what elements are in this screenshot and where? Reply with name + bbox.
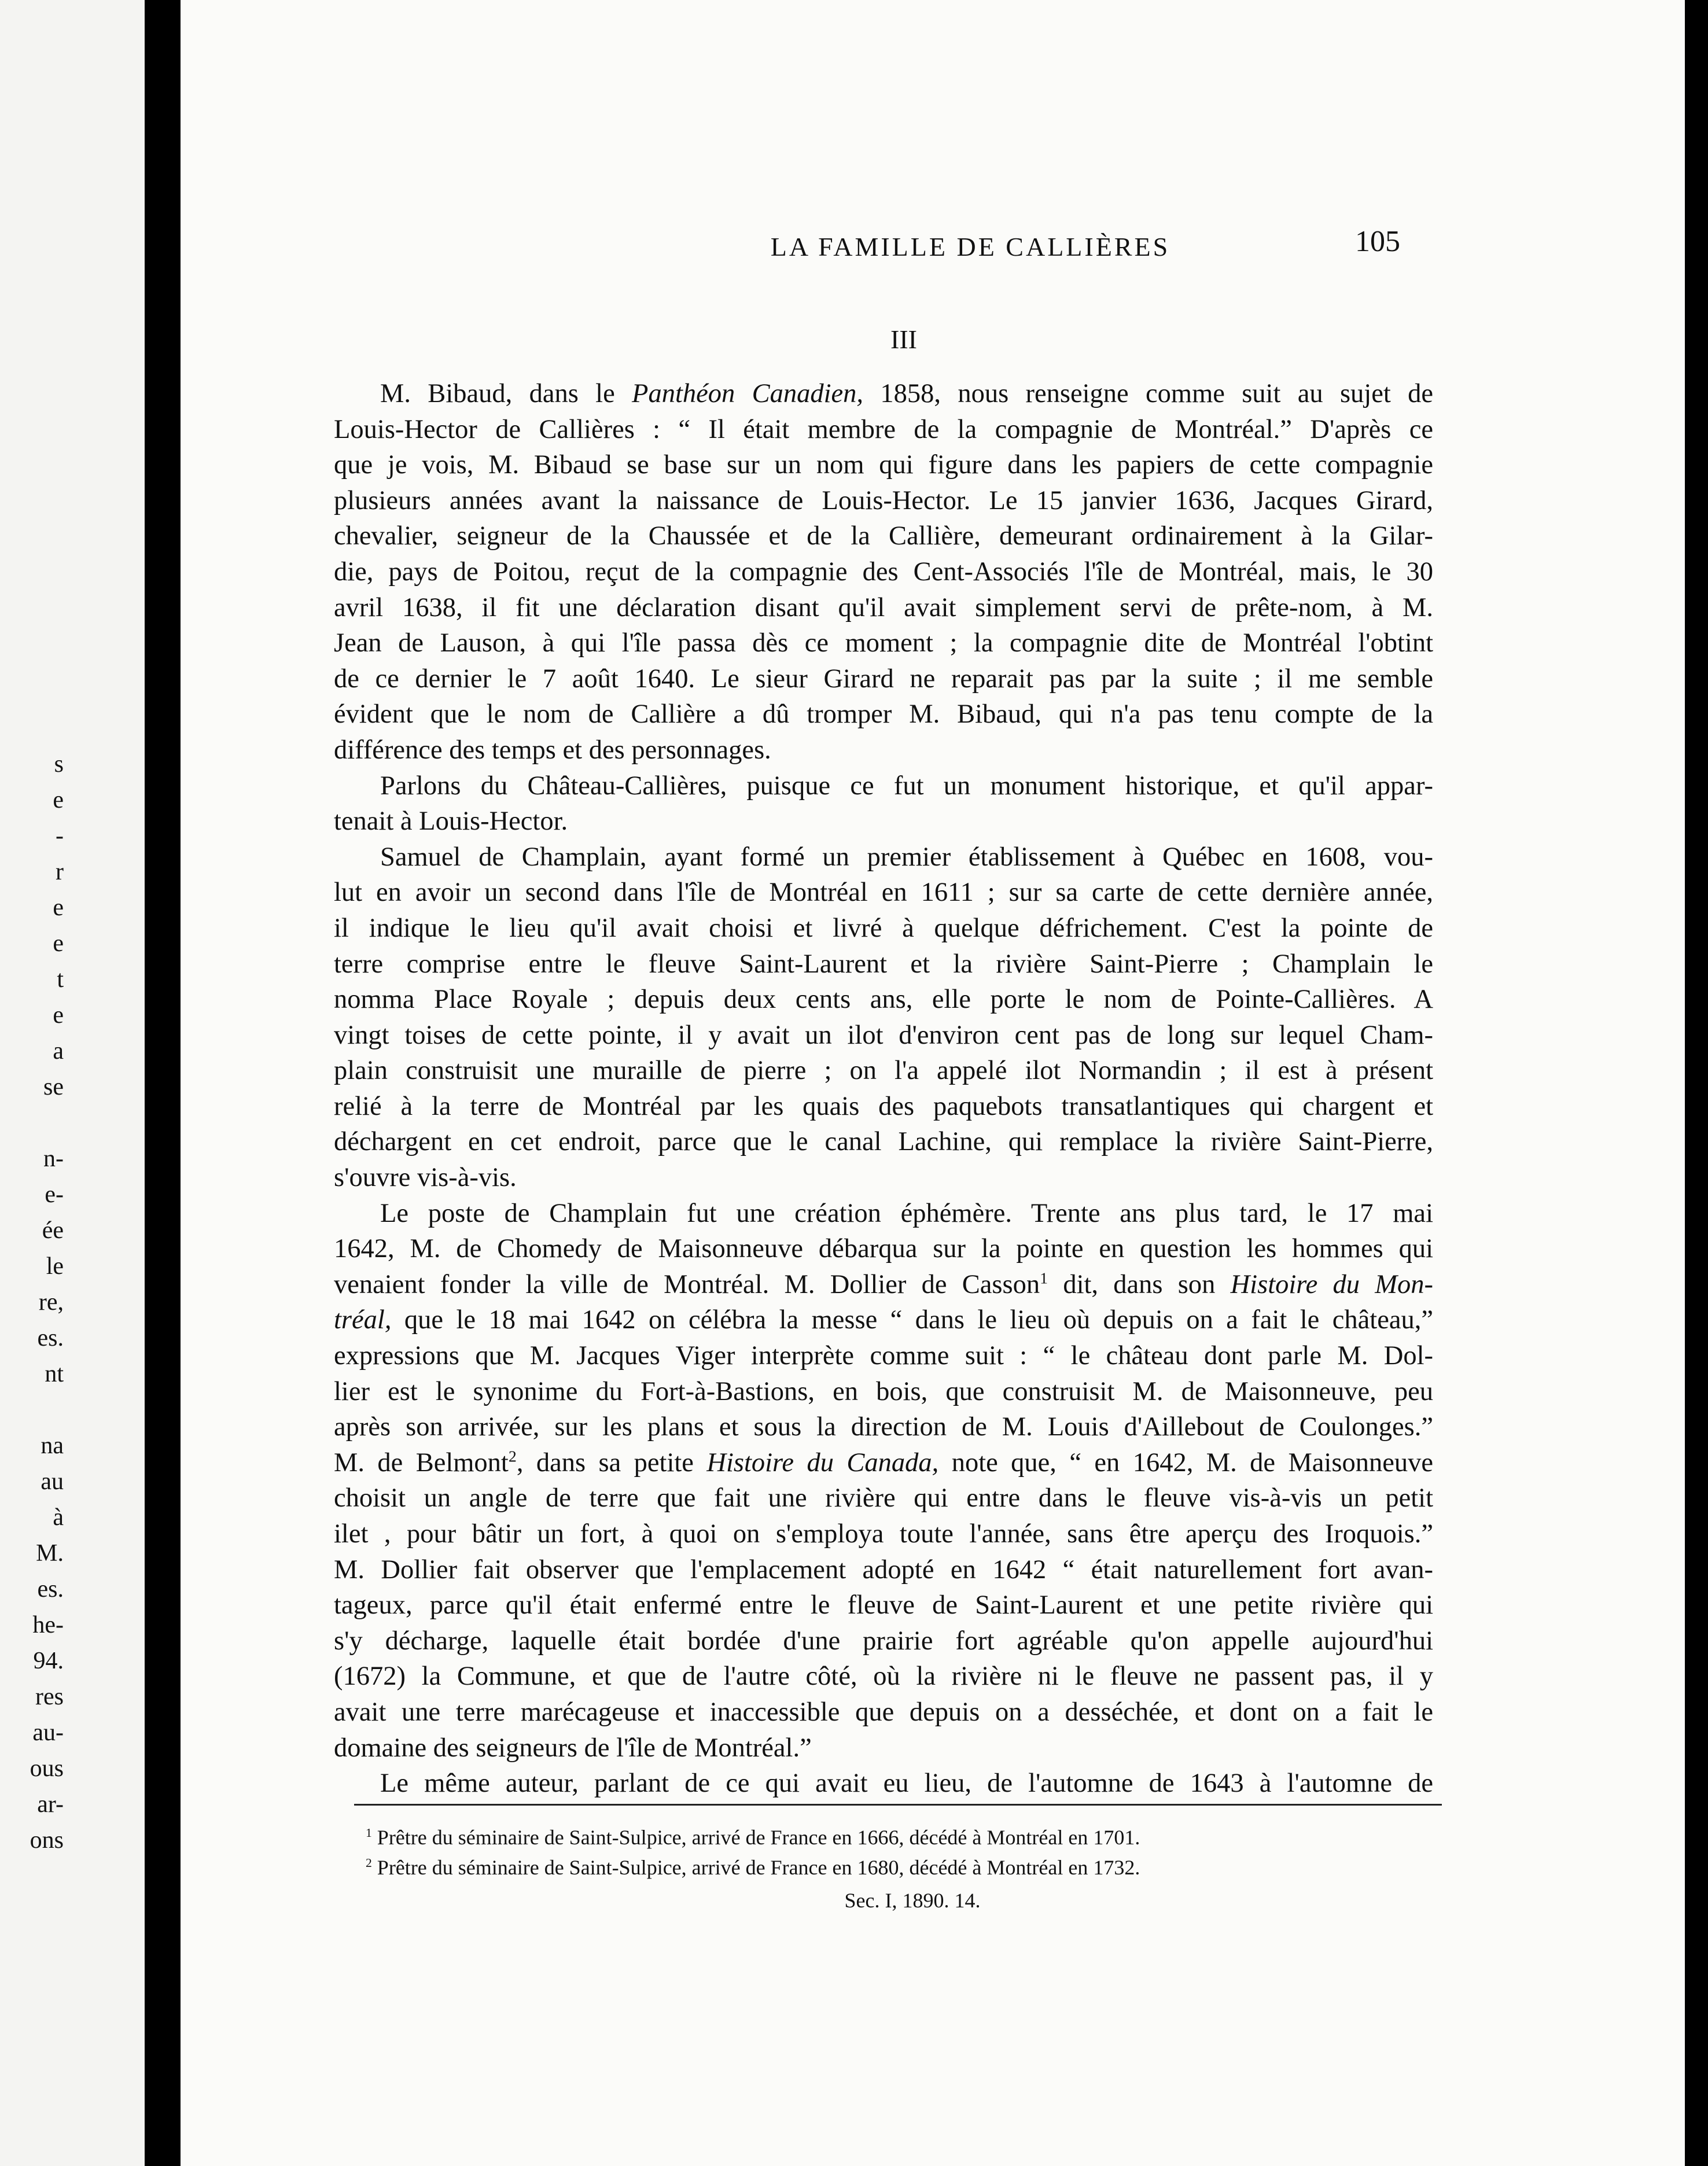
margin-line: es. xyxy=(37,1576,64,1603)
running-title: LA FAMILLE DE CALLIÈRES xyxy=(770,232,1170,261)
text-line: avait une terre marécageuse et inaccessible que depuis on a desséchée, et dont on a fait le xyxy=(334,1697,1433,1727)
margin-line: ée xyxy=(42,1217,64,1244)
margin-line: au- xyxy=(32,1719,64,1746)
text-line: de ce dernier le 7 août 1640. Le sieur Girard ne reparait pas par la suite ; il me semble xyxy=(334,664,1433,694)
body-text xyxy=(334,376,1433,1802)
margin-line: res xyxy=(35,1684,64,1710)
margin-line: ons xyxy=(30,1827,64,1854)
margin-line: se xyxy=(43,1074,64,1100)
signature-mark: Sec. I, 1890. 14. xyxy=(844,1889,981,1912)
footnote-ref-1: 1 xyxy=(1040,1269,1048,1288)
text-line: évident que le nom de Callière a dû tromper M. Bibaud, qui n'a pas tenu compte de la xyxy=(334,699,1433,730)
section-heading: III xyxy=(890,325,917,354)
text-line: domaine des seigneurs de l'île de Montréal.” xyxy=(334,1733,812,1763)
margin-line: n- xyxy=(43,1145,64,1172)
footnote-ref-2: 2 xyxy=(508,1447,517,1466)
text-line: venaient fonder la ville de Montréal. M. Dollier de Casson$^1$ dit, dans son Histoire du Mon- xyxy=(334,1269,1433,1299)
text-line: (1672) la Commune, et que de l'autre côté, où la rivière ni le fleuve ne passent pas, il y xyxy=(334,1662,1433,1692)
text-line: M. Dollier fait observer que l'emplacement adopté en 1642 “ était naturellement fort avan- xyxy=(334,1554,1433,1585)
text-line: relié à la terre de Montréal par les quais des paquebots transatlantiques qui chargent et xyxy=(334,1091,1433,1121)
text-line: lut en avoir un second dans l'île de Montréal en 1611 ; sur sa carte de cette dernière année, xyxy=(334,878,1433,908)
text-line: die, pays de Poitou, reçut de la compagnie des Cent-Associés l'île de Montréal, mais, le 30 xyxy=(334,557,1433,587)
text-line: plusieurs années avant la naissance de Louis-Hector. Le 15 janvier 1636, Jacques Girard, xyxy=(334,485,1433,515)
margin-line: 94. xyxy=(33,1648,64,1674)
text-line: M. de Belmont$^2$, dans sa petite Histoire du Canada, note que, “ en 1642, M. de Maisonneuve xyxy=(334,1447,1433,1478)
text-line: nomma Place Royale ; depuis deux cents ans, elle porte le nom de Pointe-Callières. A xyxy=(334,985,1433,1015)
text-line: 1642, M. de Chomedy de Maisonneuve débarqua sur la pointe en question les hommes qui xyxy=(334,1234,1433,1264)
margin-line: ar- xyxy=(37,1791,64,1818)
margin-line: - xyxy=(56,823,64,849)
text-line: il indique le lieu qu'il avait choisi et livré à quelque défrichement. C'est la pointe de xyxy=(334,913,1433,943)
margin-line: s xyxy=(54,751,64,778)
margin-line: M. xyxy=(36,1540,64,1567)
text-line: Samuel de Champlain, ayant formé un premier établissement à Québec en 1608, vou- xyxy=(380,842,1433,872)
text-line: choisit un angle de terre que fait une rivière qui entre dans le fleuve vis-à-vis un petit xyxy=(334,1483,1433,1513)
text-line: après son arrivée, sur les plans et sous la direction de M. Louis d'Aillebout de Coulonges.” xyxy=(334,1412,1433,1442)
margin-line: r xyxy=(56,859,64,885)
margin-line: t xyxy=(57,966,64,993)
footnote-1: $^1$ Prêtre du séminaire de Saint-Sulpice, arrivé de France en 1666, décédé à Montréal en 1701. xyxy=(366,1826,1140,1849)
text-line: expressions que M. Jacques Viger interprète comme suit : “ le château dont parle M. Dol- xyxy=(334,1341,1433,1371)
text-line: chevalier, seigneur de la Chaussée et de la Callière, demeurant ordinairement à la Gilar- xyxy=(334,521,1433,551)
margin-line: es. xyxy=(37,1325,64,1351)
previous-page-fragment xyxy=(0,0,145,2166)
margin-line: à xyxy=(53,1504,64,1531)
text-line: tageux, parce qu'il était enfermé entre le fleuve de Saint-Laurent et une petite rivière qui xyxy=(334,1590,1433,1620)
text-line: déchargent en cet endroit, parce que le canal Lachine, qui remplace la rivière Saint-Pierre, xyxy=(334,1127,1433,1157)
margin-line xyxy=(0,1105,64,1141)
footnote-2: $^2$ Prêtre du séminaire de Saint-Sulpice, arrivé de France en 1680, décédé à Montréal en 1732. xyxy=(366,1856,1140,1879)
margin-line: e xyxy=(53,930,64,957)
footnote-divider xyxy=(354,1804,1442,1806)
text-line: terre comprise entre le fleuve Saint-Laurent et la rivière Saint-Pierre ; Champlain le xyxy=(334,949,1433,979)
text-line: Le même auteur, parlant de ce qui avait eu lieu, de l'automne de 1643 à l'automne de xyxy=(380,1769,1433,1799)
italic-title: tréal, xyxy=(334,1305,392,1335)
text-line: lier est le synonime du Fort-à-Bastions, en bois, que construisit M. de Maisonneuve, peu xyxy=(334,1376,1433,1406)
italic-title: Histoire du Canada, xyxy=(706,1447,939,1478)
text-line: ilet , pour bâtir un fort, à quoi on s'employa toute l'année, sans être aperçu des Iroquois.” xyxy=(334,1519,1433,1549)
margin-line: nt xyxy=(45,1361,64,1387)
previous-page-margin-text xyxy=(0,746,64,1858)
text-line: Le poste de Champlain fut une création éphémère. Trente ans plus tard, le 17 mai xyxy=(380,1198,1433,1228)
text-line: vingt toises de cette pointe, il y avait un ilot d'environ cent pas de long sur lequel Cham- xyxy=(334,1020,1433,1050)
margin-line xyxy=(0,1392,64,1428)
margin-line: e xyxy=(53,1002,64,1029)
page-number: 105 xyxy=(1355,225,1400,258)
margin-line: re, xyxy=(38,1289,64,1316)
text-line: Louis-Hector de Callières : “ Il était membre de la compagnie de Montréal.” D'après ce xyxy=(334,414,1433,444)
footnotes xyxy=(366,1822,1453,1883)
text-line: M. Bibaud, dans le Panthéon Canadien, 1858, nous renseigne comme suit au sujet de xyxy=(380,379,1433,408)
margin-line: he- xyxy=(32,1612,64,1638)
text-line: tréal, que le 18 mai 1642 on célébra la messe “ dans le lieu où depuis on a fait le château,” xyxy=(334,1305,1433,1335)
italic-title: Panthéon Canadien, xyxy=(632,379,864,408)
margin-line: na xyxy=(41,1432,64,1459)
text-line: Parlons du Château-Callières, puisque ce fut un monument historique, et qu'il appar- xyxy=(380,771,1433,801)
margin-line: a xyxy=(53,1038,64,1064)
text-line: différence des temps et des personnages. xyxy=(334,735,771,765)
text-line: s'ouvre vis-à-vis. xyxy=(334,1163,517,1193)
margin-line: e- xyxy=(45,1181,64,1208)
text-line: plain construisit une muraille de pierre ; on l'a appelé ilot Normandin ; il est à présent xyxy=(334,1056,1433,1086)
text-line: tenait à Louis-Hector. xyxy=(334,806,568,837)
text-line: que je vois, M. Bibaud se base sur un nom qui figure dans les papiers de cette compagnie xyxy=(334,450,1433,480)
text-line: avril 1638, il fit une déclaration disant qu'il avait simplement servi de prête-nom, à M. xyxy=(334,592,1433,622)
margin-line: e xyxy=(53,894,64,921)
margin-line: ous xyxy=(30,1755,64,1782)
margin-line: le xyxy=(46,1253,64,1280)
text-line: s'y décharge, laquelle était bordée d'une prairie fort agréable qu'on appelle aujourd'hui xyxy=(334,1626,1433,1656)
margin-line: e xyxy=(53,787,64,813)
document-page xyxy=(181,0,1685,2166)
margin-line: au xyxy=(41,1468,64,1495)
italic-title: Histoire du Mon- xyxy=(1230,1269,1433,1299)
text-line: Jean de Lauson, à qui l'île passa dès ce moment ; la compagnie dite de Montréal l'obtint xyxy=(334,628,1433,658)
